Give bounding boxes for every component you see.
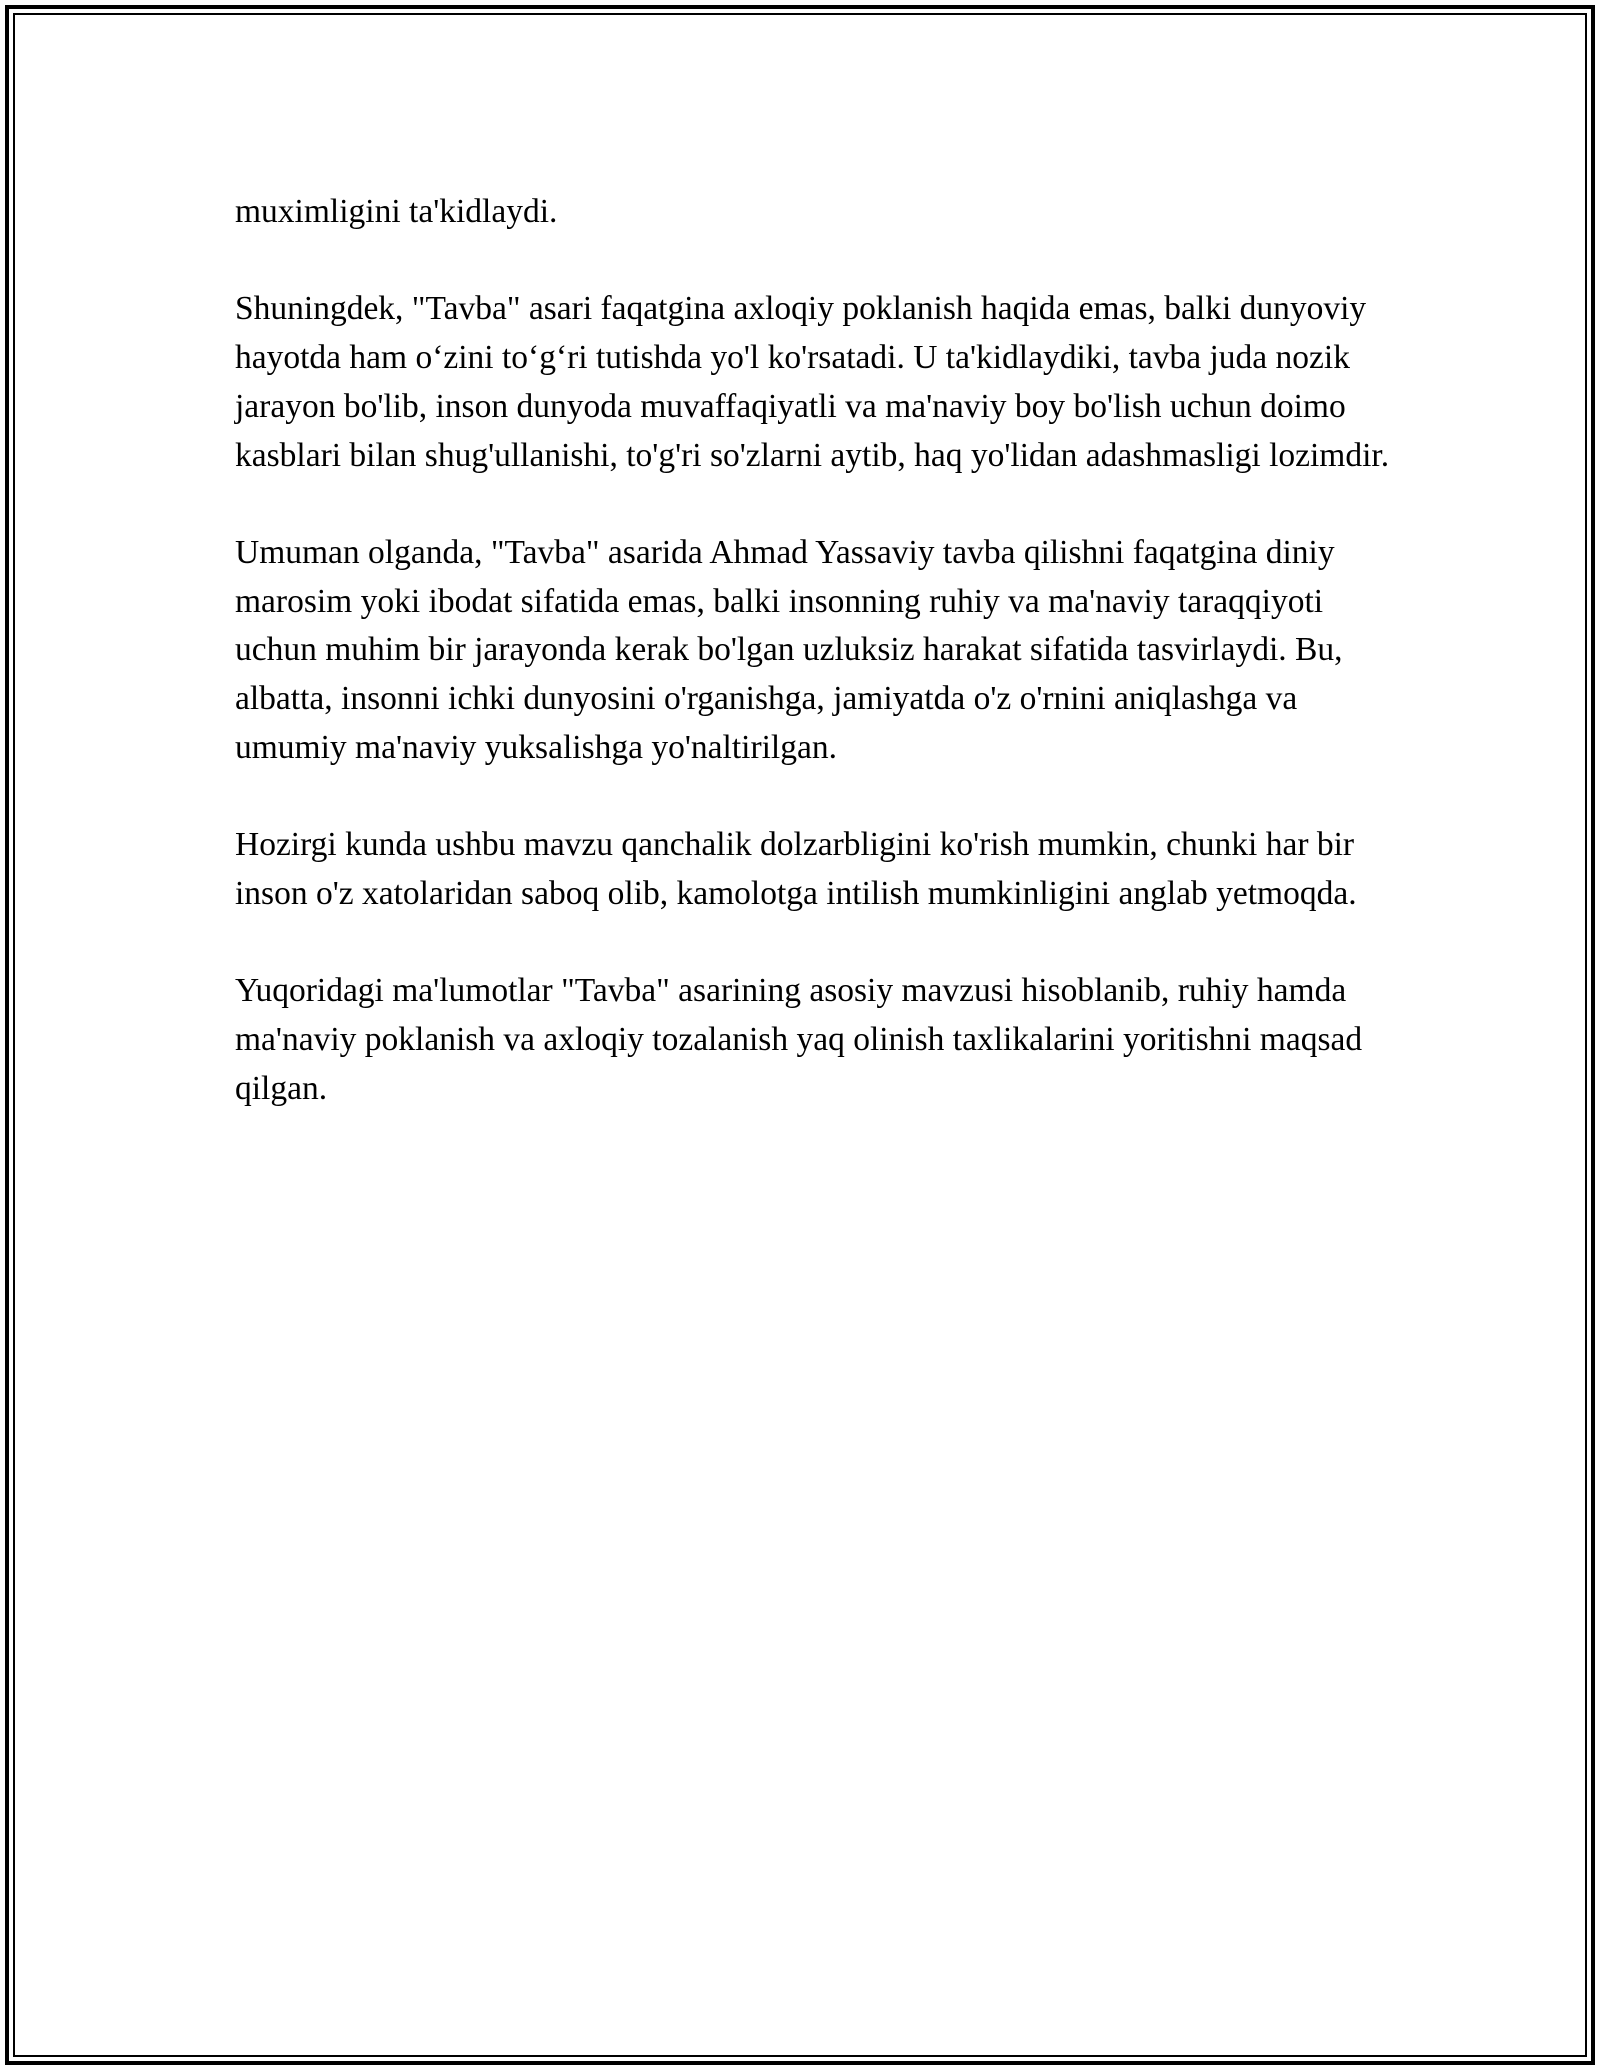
paragraph-5: Yuqoridagi ma'lumotlar "Tavba" asarining asosiy mavzusi hisoblanib, ruhiy hamda ma'naviy poklanish va axloqiy tozalanish yaq olinish taxlikalarini yoritishni maqsad qilgan. bbox=[235, 972, 1363, 1107]
paragraph-2: Shuningdek, "Tavba" asari faqatgina axloqiy poklanish haqida emas, balki dunyoviy hayotda ham o‘zini to‘g‘ri tutishda yo'l ko'rsatadi. U ta'kidlaydiki, tavba juda nozik jarayon bo'lib, inson dunyoda muvaffaqiyatli va ma'naviy boy bo'lish uchun doimo kasblari bilan shug'ullanishi, to'g'ri so'zlarni aytib, haq yo'lidan adashmasligi lozimdir. bbox=[235, 290, 1390, 474]
paragraph-4: Hozirgi kunda ushbu mavzu qanchalik dolzarbligini ko'rish mumkin, chunki har bir inson o'z xatolaridan saboq olib, kamolotga intilish mumkinligini anglab yetmoqda. bbox=[235, 826, 1357, 912]
paragraph-3: Umuman olganda, "Tavba" asarida Ahmad Yassaviy tavba qilishni faqatgina diniy marosim yoki ibodat sifatida emas, balki insonning ruhiy va ma'naviy taraqqiyoti uchun muhim bir jarayonda kerak bo'lgan uzluksiz harakat sifatida tasvirlaydi. Bu, albatta, insonni ichki dunyosini o'rganishga, jamiyatda o'z o'rnini aniqlashga va umumiy ma'naviy yuksalishga yo'naltirilgan. bbox=[235, 533, 1343, 766]
document-body bbox=[235, 188, 1395, 1162]
paragraph-1: muximligini ta'kidlaydi. bbox=[235, 193, 558, 230]
